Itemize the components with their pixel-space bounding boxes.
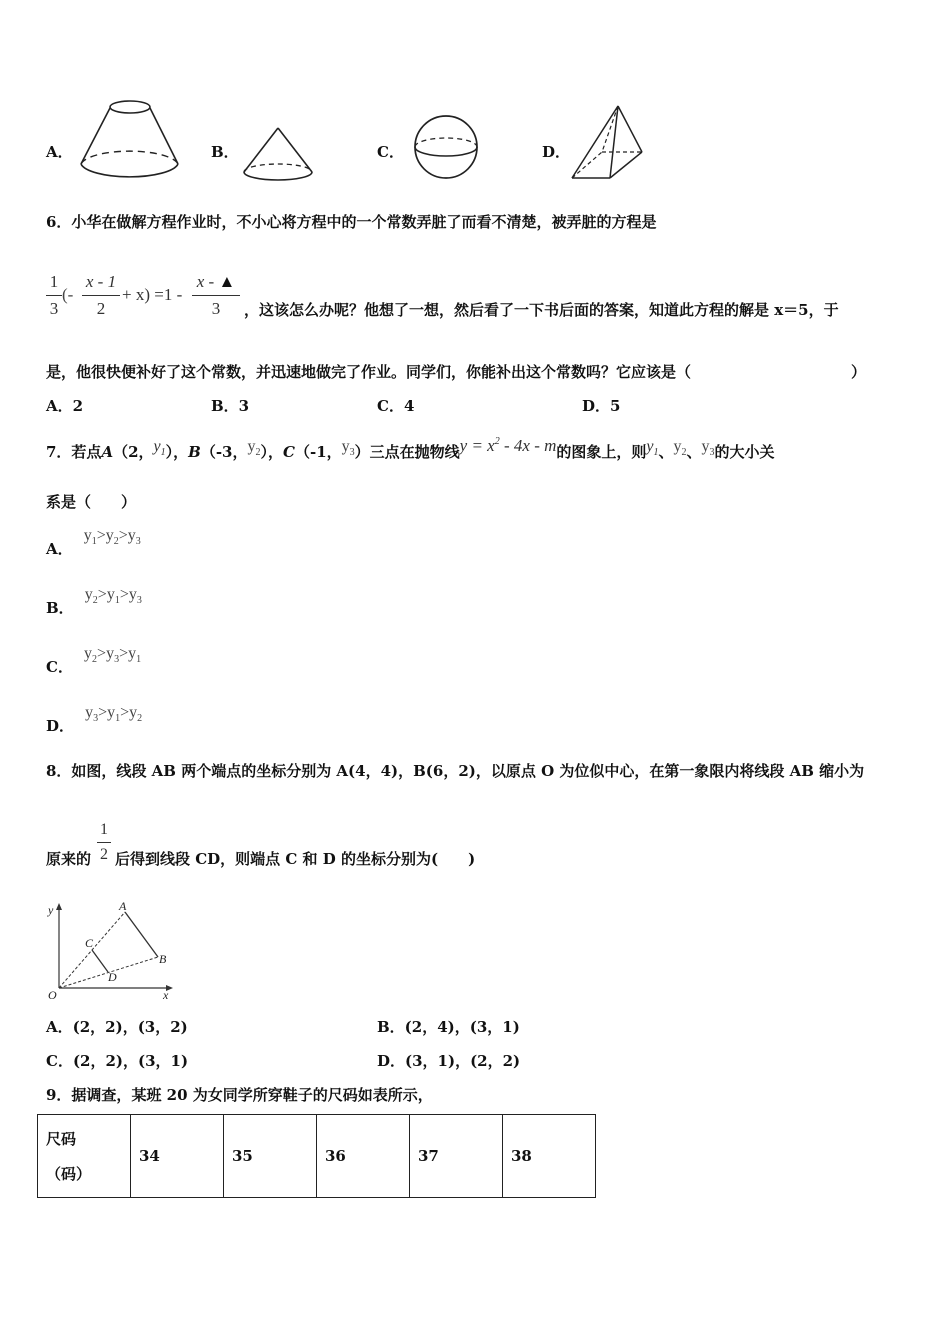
table-cell: 37 (410, 1115, 503, 1198)
q5-option-d-label: D． (542, 143, 571, 161)
q8-line1: 8．如图，线段 AB 两个端点的坐标分别为 A(4，4)，B(6，2)，以原点 O 为位似中心，在第一象限内将线段 AB 缩小为 (46, 762, 865, 780)
q7-line1: 7．若点A（2，$y_1$），B（-3，$y_2$），C（-1，$y_3$）三点在抛物线$y = x^2 - 4x - m$的图象上，则$y_1$、$y_2$、$y_3$的大小关 (46, 436, 775, 461)
fig-c-label: C (85, 936, 94, 950)
shoe-size-table (37, 1114, 596, 1198)
fig-y-label: y (48, 903, 54, 917)
fig-a-label: A (119, 900, 127, 913)
q6-option-d: D．5 (582, 397, 621, 415)
q6-frac3: x - ▲ 3 (192, 272, 240, 319)
table-header-cell: 尺码 （码） (38, 1115, 131, 1198)
q7-option-c: C． $y_2>y_3>y_1$ (46, 645, 142, 676)
q6-line3-close: ） (851, 363, 867, 381)
fig-o-label: O (48, 988, 57, 1002)
q6-option-c: C．4 (377, 397, 415, 415)
sphere-icon (410, 112, 482, 182)
table-cell: 35 (224, 1115, 317, 1198)
fig-b-label: B (159, 952, 167, 966)
q7-option-b: B． $y_2>y_1>y_3$ (46, 586, 142, 617)
q5-option-b-label: B． (211, 143, 239, 161)
q9-line1: 9．据调查，某班 20 为女同学所穿鞋子的尺码如表所示， (46, 1086, 433, 1104)
q6-line2: ，这该怎么办呢？他想了一想，然后看了一下书后面的答案，知道此方程的解是 x＝5，于 (244, 301, 839, 319)
blot-triangle-icon: ▲ (218, 272, 236, 291)
q6-frac2: x - 1 2 (82, 272, 120, 319)
q6-frac1: 1 3 (46, 272, 62, 319)
q8-frac: 1 2 (97, 821, 111, 864)
pyramid-icon (568, 102, 648, 184)
q8-option-a: A．(2，2)，(3，2) (46, 1018, 188, 1036)
fig-x-label: x (163, 988, 169, 1002)
table-cell: 38 (503, 1115, 596, 1198)
q8-figure (42, 900, 177, 1004)
q6-line1: 6．小华在做解方程作业时，不小心将方程中的一个常数弄脏了而看不清楚，被弄脏的方程是 (46, 213, 657, 231)
q5-option-c-label: C． (377, 143, 404, 161)
q5-option-a-label: A． (46, 143, 73, 161)
q6-option-a: A．2 (46, 397, 84, 415)
q8-option-c: C．(2，2)，(3，1) (46, 1052, 189, 1070)
q8-line2a: 原来的 (46, 850, 92, 868)
table-cell: 34 (131, 1115, 224, 1198)
table-row (38, 1115, 596, 1198)
q6-option-b: B．3 (211, 397, 250, 415)
q7-line2: 系是（ ） (46, 493, 137, 511)
q7-option-a: A． $y_1>y_2>y_3$ (46, 527, 141, 558)
table-cell: 36 (317, 1115, 410, 1198)
q8-line2b: 后得到线段 CD，则端点 C 和 D 的坐标分别为( ) (115, 850, 476, 868)
q7-option-d: D． $y_3>y_1>y_2$ (46, 704, 143, 735)
fig-d-label: D (108, 970, 117, 984)
cone-icon (240, 124, 316, 186)
q8-option-b: B．(2，4)，(3，1) (377, 1018, 520, 1036)
frustum-icon (76, 98, 184, 184)
q8-option-d: D．(3，1)，(2，2) (377, 1052, 521, 1070)
q6-line3: 是，他很快便补好了这个常数，并迅速地做完了作业。同学们，你能补出这个常数吗？它应该是（ (46, 363, 692, 381)
